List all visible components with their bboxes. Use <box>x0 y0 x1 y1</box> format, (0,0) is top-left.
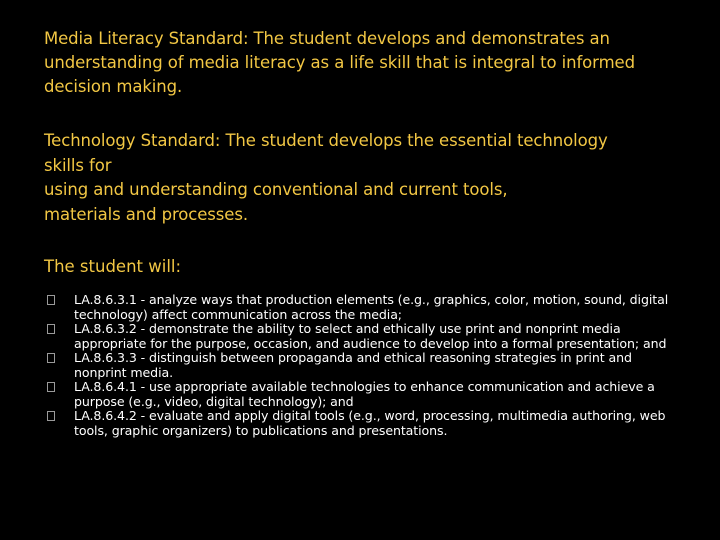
technology-standard <box>44 129 684 227</box>
student-will-heading: The student will: <box>44 257 182 276</box>
technology-standard-line: materials and processes. <box>44 204 248 224</box>
bullet-text: LA.8.6.4.2 - evaluate and apply digital tools (e.g., word, processing, multimedia authoring, web tools, graphic organizers) to publications and presentations. <box>74 408 666 438</box>
slide-content <box>0 112 720 540</box>
bullet-box-icon <box>47 353 55 363</box>
bullet-text: LA.8.6.3.2 - demonstrate the ability to select and ethically use print and nonprint media appropriate for the purpose, occasion, and audience to develop into a formal presentation; and <box>74 321 667 351</box>
bullet-box-icon <box>47 382 55 392</box>
bullet-box-icon <box>47 411 55 421</box>
bullet-text: LA.8.6.4.1 - use appropriate available technologies to enhance communication and achieve a purpose (e.g., video, digital technology); and <box>74 379 655 409</box>
list-item <box>47 293 687 322</box>
technology-standard-line: using and understanding conventional and current tools, <box>44 180 508 199</box>
bullet-box-icon <box>47 295 55 305</box>
technology-standard-line: skills for <box>44 155 112 175</box>
list-item <box>47 322 687 351</box>
list-item <box>47 351 687 380</box>
bullet-text: LA.8.6.3.3 - distinguish between propaganda and ethical reasoning strategies in print and nonprint media. <box>74 350 632 380</box>
list-item <box>47 409 687 438</box>
header-band <box>0 0 720 112</box>
bullet-box-icon <box>47 324 55 334</box>
media-literacy-standard-title: Media Literacy Standard: The student develops and demonstrates an understanding of media literacy as a life skill that is integral to informed decision making. <box>44 29 635 96</box>
bullet-text: LA.8.6.3.1 - analyze ways that production elements (e.g., graphics, color, motion, sound, digital technology) affect communication across the media; <box>74 292 669 322</box>
standards-bullet-list <box>47 293 687 438</box>
technology-standard-line: Technology Standard: The student develops the essential technology <box>44 131 608 150</box>
list-item <box>47 380 687 409</box>
